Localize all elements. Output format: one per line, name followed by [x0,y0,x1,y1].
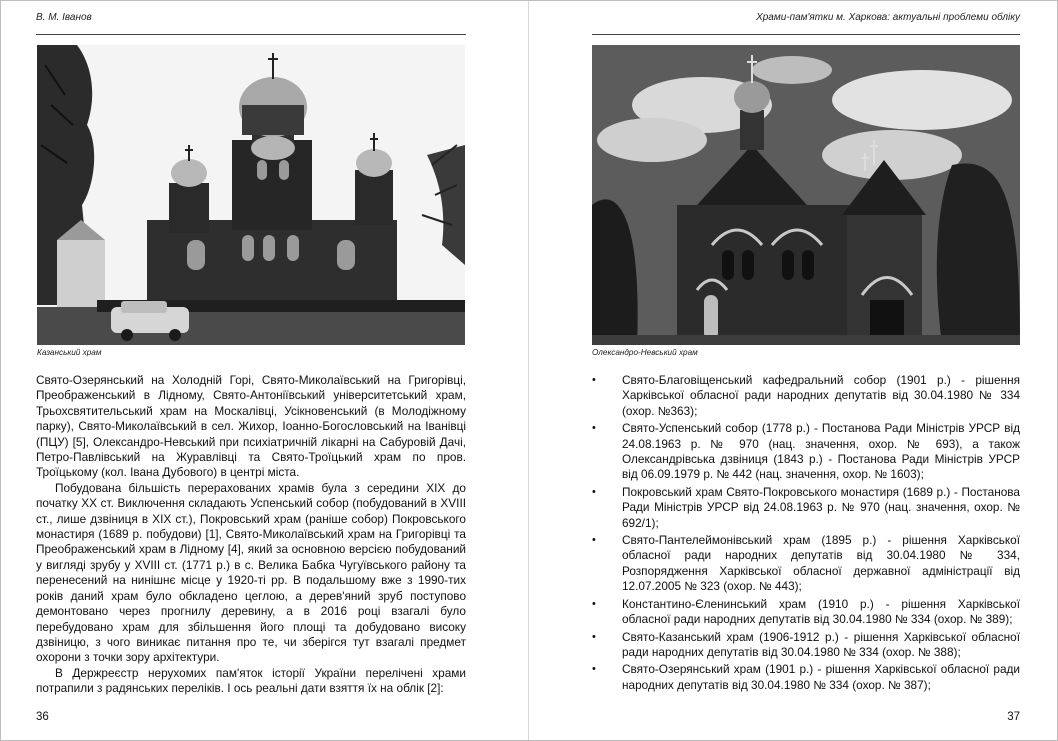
list-item [592,421,1020,483]
running-head-title: Храми-пам'ятки м. Харкова: актуальні проблеми обліку [756,12,1020,23]
page-number: 37 [1007,711,1020,723]
list-item-text: Константино-Єленинський храм (1910 р.) - рішення Харківської обласної ради народних депутатів від 30.04.1980 № 334 (охор. № 389); [622,596,1020,627]
list-item-text: Свято-Озерянський храм (1901 р.) - рішення Харківської обласної ради народних депутатів від 30.04.1980 № 334 (охор. № 387); [622,662,1020,692]
header-rule [36,34,466,35]
page-number: 36 [36,711,49,723]
list-item-text: Покровський храм Свято-Покровського монастиря (1689 р.) - Постанова Ради Міністрів УРСР від 24.08.1963 р. № 970 (нац. значення, охор. № 692/1); [622,484,1020,530]
paragraph: Побудована більшість перерахованих храмів була з середини ХІХ до початку ХХ ст. Виключення складають Успенський собор (побудований в XVIII ст., лише дзвіниця в ХІХ ст.), Покровський храм (раніше собор) Покровського монастиря (1689 р. побудови) [1], Свято-Миколаївський храм на Григорівці та Преображенський храм в Лідному [4], який за основною версією побудований у вигляді зрубу у XVIII ст. (1771 р.) в с. Велика Бабка Чугуївського району та перенесений на нинішнє місце у 1920-ті рр. В подальшому вже з 1990-тих років даний храм було обкладено цеглою, а дерев'яний зруб поступово демонтовано через прогнилу деревину, а в 2016 році взагалі було перебудовано храм для збільшення його площі та добудовано високу дзвіницю, з чого виникає питання про те, чи зберігся тут взагалі предмет охорони з точки зору архітектури. [36,480,466,665]
kazan-church-photo-image [37,45,465,345]
protected-churches-list [592,373,1020,693]
bullet-icon: • [592,597,596,610]
photo-alexander-nevsky-church [592,45,1020,345]
photo-caption: Олександро-Невський храм [592,348,698,357]
bullet-icon: • [592,630,596,643]
bullet-icon: • [592,663,596,676]
list-item [592,597,1020,628]
bullet-icon: • [592,485,596,498]
bullet-icon: • [592,374,596,386]
right-page [529,0,1058,741]
paragraph: В Держреєстр нерухомих пам'яток історії України перелічені храми потрапили з радянських переліків. І ось реальні дати взяття їх на облік [2]: [36,665,466,696]
body-text [36,373,466,697]
list-item [592,630,1020,661]
list-item [592,373,1020,419]
header-rule [592,34,1020,35]
alexander-nevsky-church-photo-image [592,45,1020,345]
bullet-icon: • [592,422,596,435]
list-item-text: Свято-Казанський храм (1906-1912 р.) - рішення Харківської обласної ради народних депутатів від 30.04.1980 № 334 (охор. № 388); [622,629,1020,659]
photo-kazan-church [37,45,465,345]
list-item [592,533,1020,595]
running-head-author: В. М. Іванов [36,12,92,23]
photo-caption: Казанський храм [37,348,102,357]
bullet-icon: • [592,534,596,547]
list-item-text: Свято-Успенський собор (1778 р.) - Постанова Ради Міністрів УРСР від 24.08.1963 р. № 970 (нац. значення, охор. № 693), а також Олександрівська дзвіниця (1843 р.) - Постанова Ради Міністрів УРСР від 06.09.1979 р. № 442 (нац. значення, охор. № 1603); [622,421,1020,482]
list-item [592,485,1020,531]
list-item [592,662,1020,693]
list-item-text: Свято-Благовіщенський кафедральний собор (1901 р.) - рішення Харківської обласної ради народних депутатів від 30.04.1980 № 334 (охор. №363); [622,373,1020,418]
list-item-text: Свято-Пантелеймонівський храм (1895 р.) - рішення Харківської обласної ради народних депутатів від 30.04.1980 № 334, Розпорядження Харківської обласної державної адміністрації від 12.07.2005 № 323 (охор. № 443); [622,533,1020,594]
paragraph: Свято-Озерянський на Холодній Горі, Свято-Миколаївський на Григорівці, Преображенський в Лідному, Свято-Антоніївський університетський храм, Трьохсвятительський храм на Москалівці, Усікновенський (в Молодіжному парку), Свято-Миколаївський в сел. Жихор, Іоанно-Богословський на Іванівці (ПЦУ) [5], Олександро-Невський при психіатричній лікарні на Сабуровій Дачі, Петро-Павлівський на Журавлівці та Свято-Троїцький храм по пров. Троїцькому (кол. Івана Дубового) в центрі міста. [36,373,466,480]
